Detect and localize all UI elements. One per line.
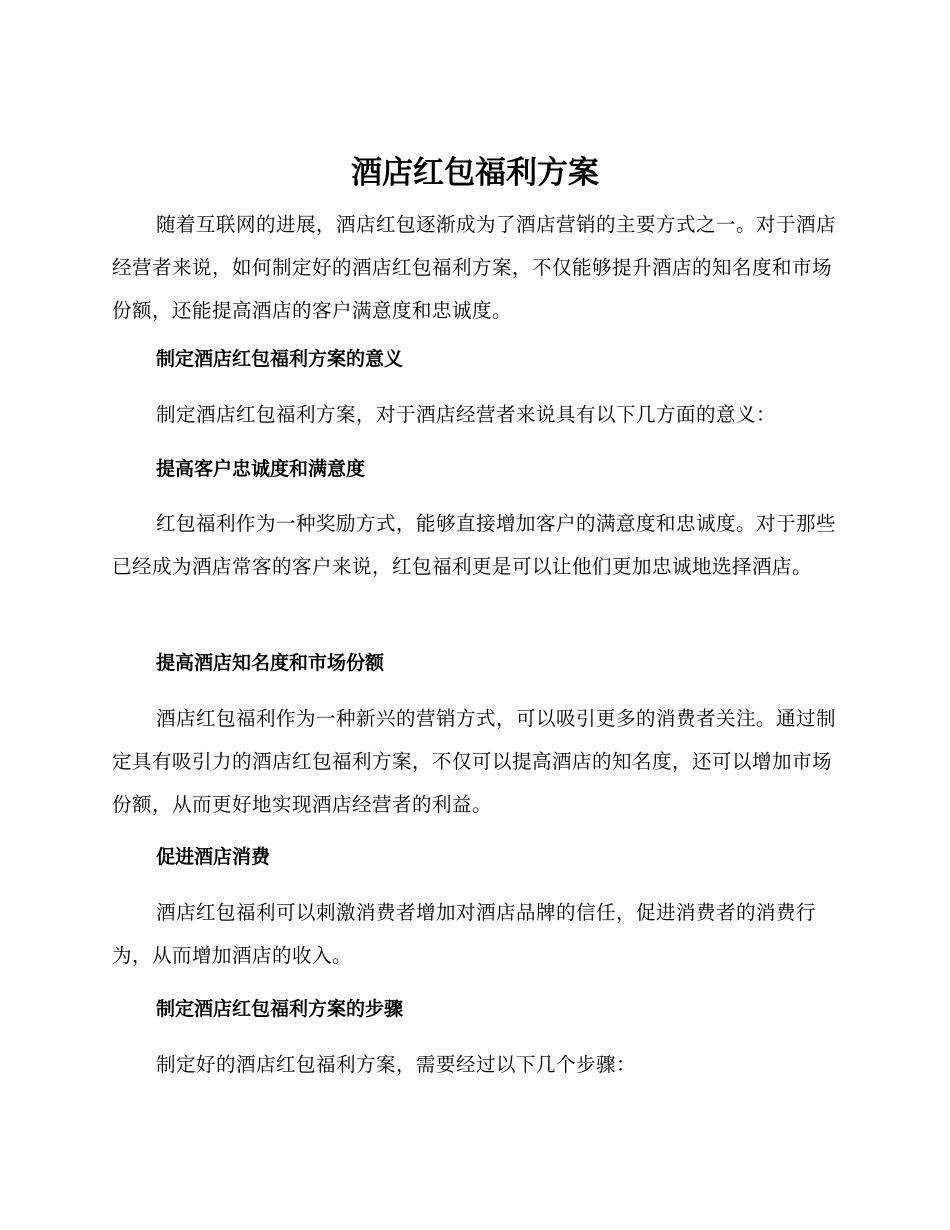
section-heading-significance: 制定酒店红包福利方案的意义 — [156, 348, 404, 370]
subheading-consumption: 促进酒店消费 — [156, 846, 271, 868]
subheading-brand-awareness: 提高酒店知名度和市场份额 — [156, 652, 385, 674]
consumption-paragraph: 酒店红包福利可以刺激消费者增加对酒店品牌的信任，促进消费者的消费行为，从而增加酒店的收入。 — [112, 901, 817, 967]
document-title: 酒店红包福利方案 — [351, 155, 599, 191]
brand-awareness-paragraph: 酒店红包福利作为一种新兴的营销方式，可以吸引更多的消费者关注。通过制定具有吸引力的酒店红包福利方案，不仅可以提高酒店的知名度，还可以增加市场份额，从而更好地实现酒店经营者的利益。 — [112, 707, 837, 816]
significance-paragraph: 制定酒店红包福利方案，对于酒店经营者来说具有以下几方面的意义： — [156, 403, 777, 426]
section-heading-steps: 制定酒店红包福利方案的步骤 — [156, 998, 404, 1020]
subheading-customer-loyalty: 提高客户忠诚度和满意度 — [156, 458, 366, 480]
steps-paragraph: 制定好的酒店红包福利方案，需要经过以下几个步骤： — [156, 1053, 637, 1076]
customer-loyalty-paragraph: 红包福利作为一种奖励方式，能够直接增加客户的满意度和忠诚度。对于那些已经成为酒店常客的客户来说，红包福利更是可以让他们更加忠诚地选择酒店。 — [112, 512, 837, 578]
intro-paragraph: 随着互联网的进展，酒店红包逐渐成为了酒店营销的主要方式之一。对于酒店经营者来说，如何制定好的酒店红包福利方案，不仅能够提升酒店的知名度和市场份额，还能提高酒店的客户满意度和忠诚度。 — [112, 213, 837, 322]
